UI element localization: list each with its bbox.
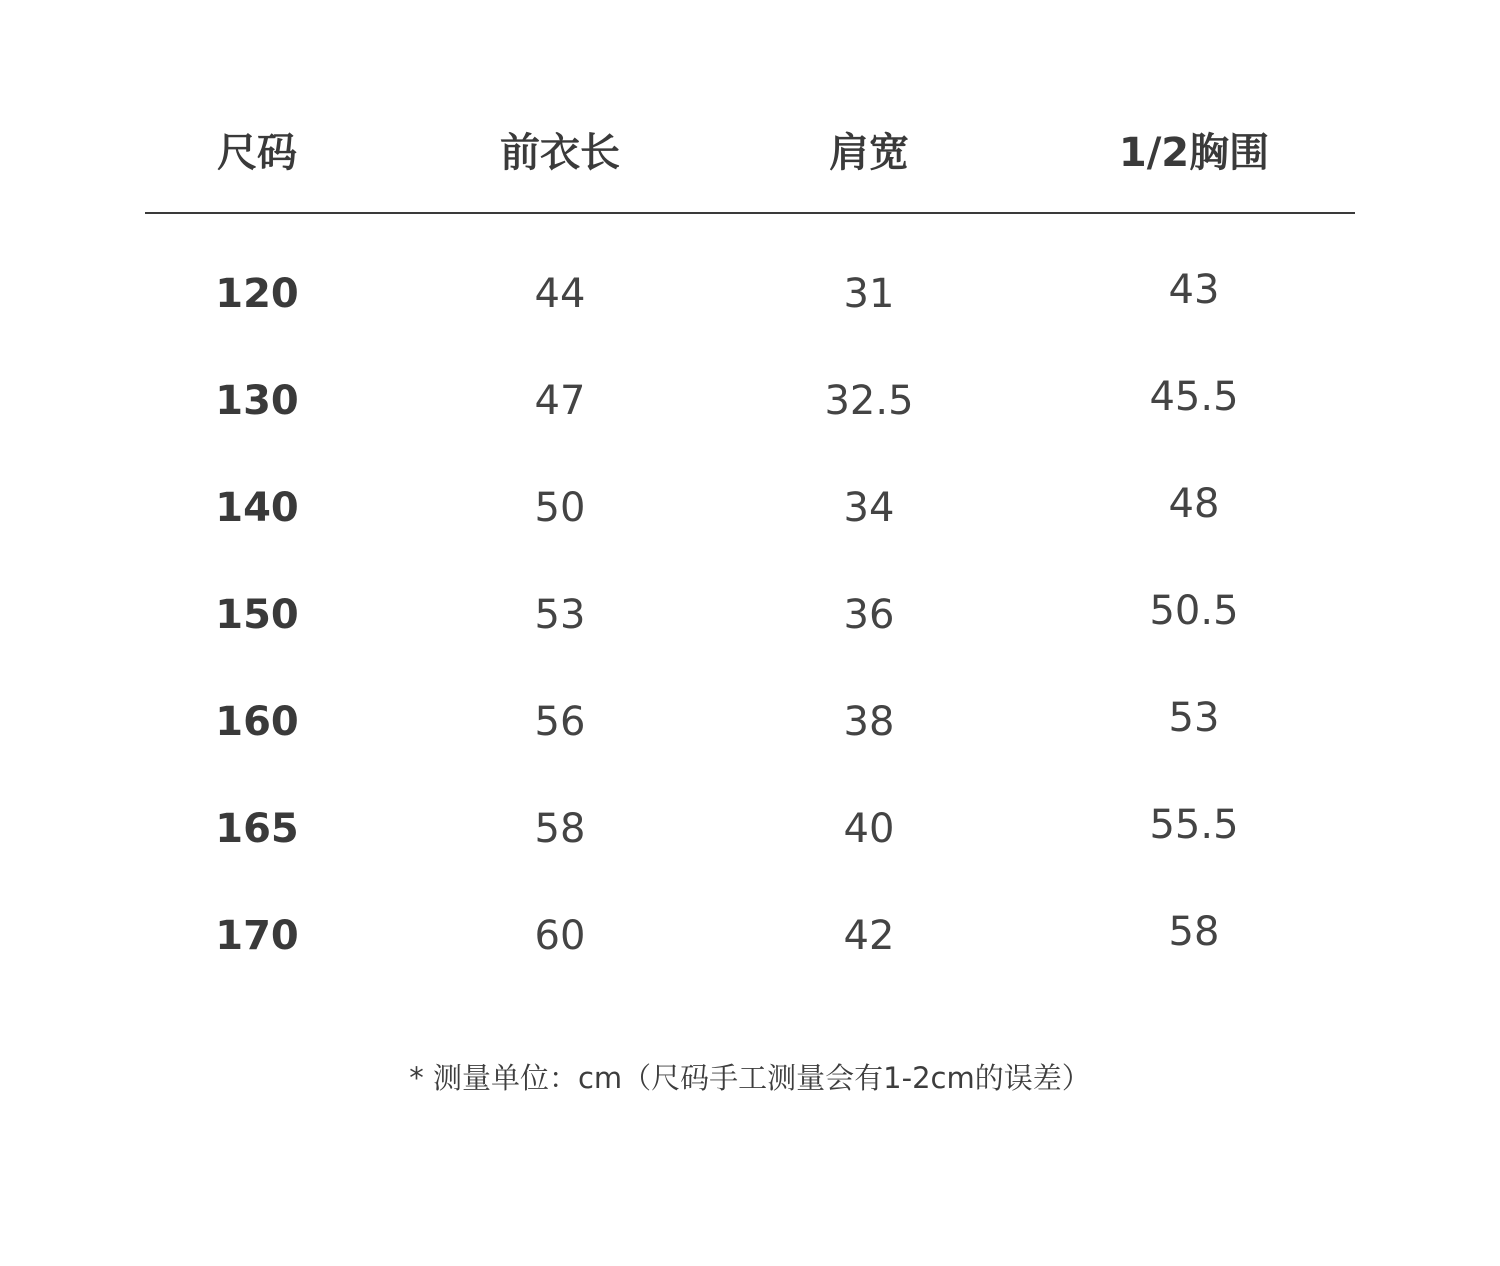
cell-half-chest: 45.5 (1149, 374, 1239, 420)
measurement-footnote: * 测量单位：cm（尺码手工测量会有1-2cm的误差） (409, 1061, 1091, 1095)
size-chart-table (145, 0, 1355, 1000)
table-row (145, 264, 1355, 324)
cell-size: 140 (215, 485, 299, 531)
cell-front-length: 56 (534, 699, 586, 745)
cell-shoulder-width: 36 (843, 592, 895, 638)
table-row (145, 692, 1355, 752)
table-row (145, 478, 1355, 538)
cell-size: 165 (215, 806, 299, 852)
cell-shoulder-width: 31 (843, 271, 895, 317)
cell-shoulder-width: 32.5 (824, 378, 914, 424)
cell-shoulder-width: 40 (843, 806, 895, 852)
cell-size: 170 (215, 913, 299, 959)
cell-size: 160 (215, 699, 299, 745)
cell-shoulder-width: 42 (843, 913, 895, 959)
cell-front-length: 53 (534, 592, 586, 638)
cell-half-chest: 48 (1168, 481, 1220, 527)
cell-front-length: 58 (534, 806, 586, 852)
cell-shoulder-width: 38 (843, 699, 895, 745)
cell-front-length: 47 (534, 378, 586, 424)
cell-front-length: 44 (534, 271, 586, 317)
table-header-row (145, 118, 1355, 188)
cell-half-chest: 50.5 (1149, 588, 1239, 634)
header-half-chest: 1/2胸围 (1118, 130, 1270, 176)
cell-size: 120 (215, 271, 299, 317)
cell-half-chest: 53 (1168, 695, 1220, 741)
header-divider (145, 212, 1355, 214)
cell-half-chest: 58 (1168, 909, 1220, 955)
cell-shoulder-width: 34 (843, 485, 895, 531)
table-row (145, 371, 1355, 431)
table-row (145, 585, 1355, 645)
cell-size: 150 (215, 592, 299, 638)
cell-front-length: 60 (534, 913, 586, 959)
cell-front-length: 50 (534, 485, 586, 531)
cell-half-chest: 55.5 (1149, 802, 1239, 848)
header-shoulder-width: 肩宽 (829, 130, 909, 176)
table-row (145, 906, 1355, 966)
header-size: 尺码 (217, 130, 297, 176)
table-row (145, 799, 1355, 859)
header-front-length: 前衣长 (500, 130, 620, 176)
cell-half-chest: 43 (1168, 267, 1220, 313)
cell-size: 130 (215, 378, 299, 424)
